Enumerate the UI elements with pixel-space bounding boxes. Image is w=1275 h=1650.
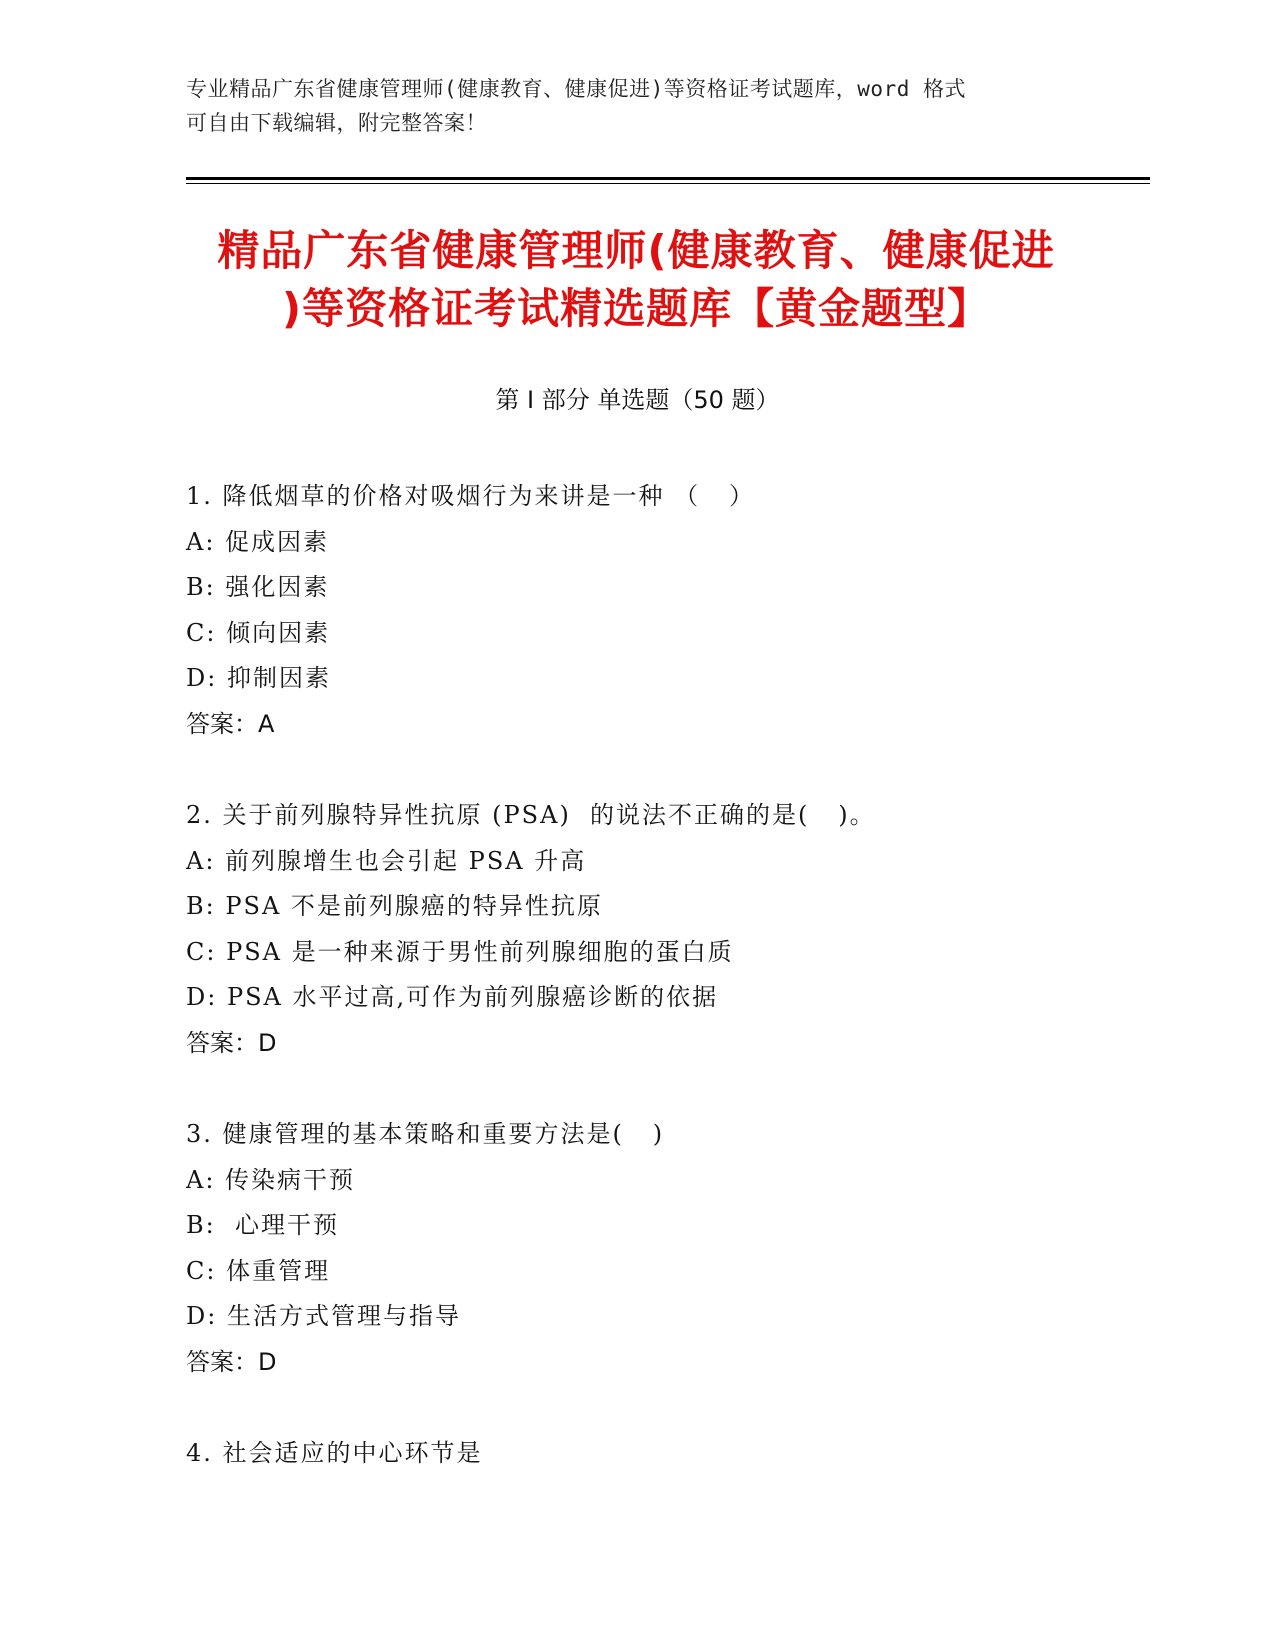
question-stem: 1. 降低烟草的价格对吸烟行为来讲是一种 （ ） — [186, 482, 756, 510]
answer: 答案：A — [186, 709, 275, 738]
header-divider-thin — [186, 183, 1150, 184]
option-a: A: 传染病干预 — [186, 1165, 356, 1194]
option-b: B: 强化因素 — [186, 573, 330, 601]
option-d: D: 生活方式管理与指导 — [186, 1302, 461, 1330]
option-d: D: 抑制因素 — [186, 664, 331, 692]
section-heading: 第 I 部分 单选题（50 题） — [495, 386, 780, 414]
option-c: C: 倾向因素 — [186, 618, 331, 647]
question-1 — [186, 474, 1106, 747]
answer: 答案：D — [186, 1347, 277, 1376]
option-d: D: PSA 水平过高,可作为前列腺癌诊断的依据 — [186, 983, 719, 1011]
question-3 — [186, 1112, 1106, 1385]
document-title-line-1: 精品广东省健康管理师(健康教育、健康促进 — [217, 226, 1055, 275]
question-stem: 3. 健康管理的基本策略和重要方法是( ) — [186, 1120, 665, 1148]
document-title-line-2: )等资格证考试精选题库【黄金题型】 — [281, 284, 991, 333]
header-note-line-2: 可自由下载编辑，附完整答案！ — [186, 111, 487, 135]
option-c: C: PSA 是一种来源于男性前列腺细胞的蛋白质 — [186, 937, 734, 966]
document-title — [186, 222, 1086, 338]
header-divider-thick — [186, 177, 1150, 180]
question-2 — [186, 793, 1106, 1066]
header-note-line-1: 专业精品广东省健康管理师(健康教育、健康促进)等资格证考试题库，word 格式 — [186, 77, 966, 101]
option-b: B: PSA 不是前列腺癌的特异性抗原 — [186, 892, 603, 920]
header-note — [186, 72, 1086, 140]
option-c: C: 体重管理 — [186, 1256, 331, 1285]
answer: 答案：D — [186, 1028, 277, 1057]
question-list — [186, 474, 1106, 1523]
option-b: B: 心理干预 — [186, 1211, 339, 1239]
question-4 — [186, 1431, 1106, 1477]
question-stem: 4. 社会适应的中心环节是 — [186, 1439, 483, 1467]
question-stem: 2. 关于前列腺特异性抗原 (PSA) 的说法不正确的是( )。 — [186, 801, 876, 829]
option-a: A: 前列腺增生也会引起 PSA 升高 — [186, 846, 587, 875]
option-a: A: 促成因素 — [186, 527, 330, 556]
